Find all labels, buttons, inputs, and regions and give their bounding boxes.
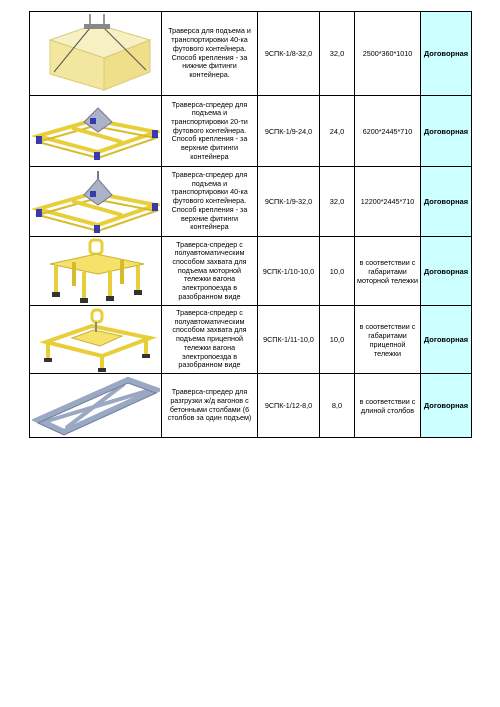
product-dimensions: в соответствии с длиной столбов (355, 374, 421, 438)
product-code: 9СПК-1/9-32,0 (258, 167, 320, 237)
product-dimensions: в соответствии с габаритами моторной тележки (355, 237, 421, 306)
bogie-spreader-image (32, 238, 160, 304)
product-code: 9СПК-1/8-32,0 (258, 12, 320, 96)
product-price: Договорная (421, 237, 472, 306)
product-code: 9СПК-1/9-24,0 (258, 96, 320, 167)
table-row (30, 96, 472, 167)
product-image-cell (30, 96, 162, 167)
product-load: 10,0 (320, 237, 355, 306)
product-price: Договорная (421, 306, 472, 374)
product-price: Договорная (421, 96, 472, 167)
product-load: 8,0 (320, 374, 355, 438)
product-image-cell (30, 167, 162, 237)
product-description: Траверса для подъема и транспортировки 40-ка футового контейнера. Способ крепления - за нижние фитинги контейнера. (162, 12, 258, 96)
product-load: 32,0 (320, 167, 355, 237)
pole-frame-spreader-image (32, 376, 160, 436)
product-image-cell (30, 12, 162, 96)
product-load: 32,0 (320, 12, 355, 96)
table-row (30, 237, 472, 306)
product-load: 24,0 (320, 96, 355, 167)
spreader-40ft-image (32, 169, 160, 235)
table-row (30, 167, 472, 237)
product-description: Траверса-спредер для разгрузки ж/д вагонов с бетонными столбами (6 столбов за один подъем) (162, 374, 258, 438)
table-row (30, 374, 472, 438)
container-lifting-beam-image (32, 14, 160, 94)
table-row (30, 12, 472, 96)
product-price: Договорная (421, 12, 472, 96)
product-catalog-table (29, 11, 472, 438)
product-image-cell (30, 306, 162, 374)
product-description: Траверса-спредер для подъема и транспортировки 40-ка футового контейнера. Способ крепления - за верхние фитинги контейнера (162, 167, 258, 237)
product-description: Траверса-спредер с полуавтоматическим способом захвата для подъема прицепной тележки вагона электропоезда в разобранном виде (162, 306, 258, 374)
spreader-20ft-image (32, 98, 160, 164)
product-code: 9СПК-1/10-10,0 (258, 237, 320, 306)
product-dimensions: 12200*2445*710 (355, 167, 421, 237)
product-description: Траверса-спредер для подъема и транспортировки 20-ти футового контейнера. Способ крепления - за верхние фитинги контейнера (162, 96, 258, 167)
trailer-bogie-spreader-image (32, 308, 160, 372)
product-code: 9СПК-1/12-8,0 (258, 374, 320, 438)
product-image-cell (30, 237, 162, 306)
product-dimensions: в соответствии с габаритами прицепной тележки (355, 306, 421, 374)
table-row (30, 306, 472, 374)
product-description: Траверса-спредер с полуавтоматическим способом захвата для подъема моторной тележки вагона электропоезда в разобранном виде (162, 237, 258, 306)
product-price: Договорная (421, 374, 472, 438)
product-load: 10,0 (320, 306, 355, 374)
product-dimensions: 2500*360*1010 (355, 12, 421, 96)
product-price: Договорная (421, 167, 472, 237)
product-image-cell (30, 374, 162, 438)
product-code: 9СПК-1/11-10,0 (258, 306, 320, 374)
product-dimensions: 6200*2445*710 (355, 96, 421, 167)
